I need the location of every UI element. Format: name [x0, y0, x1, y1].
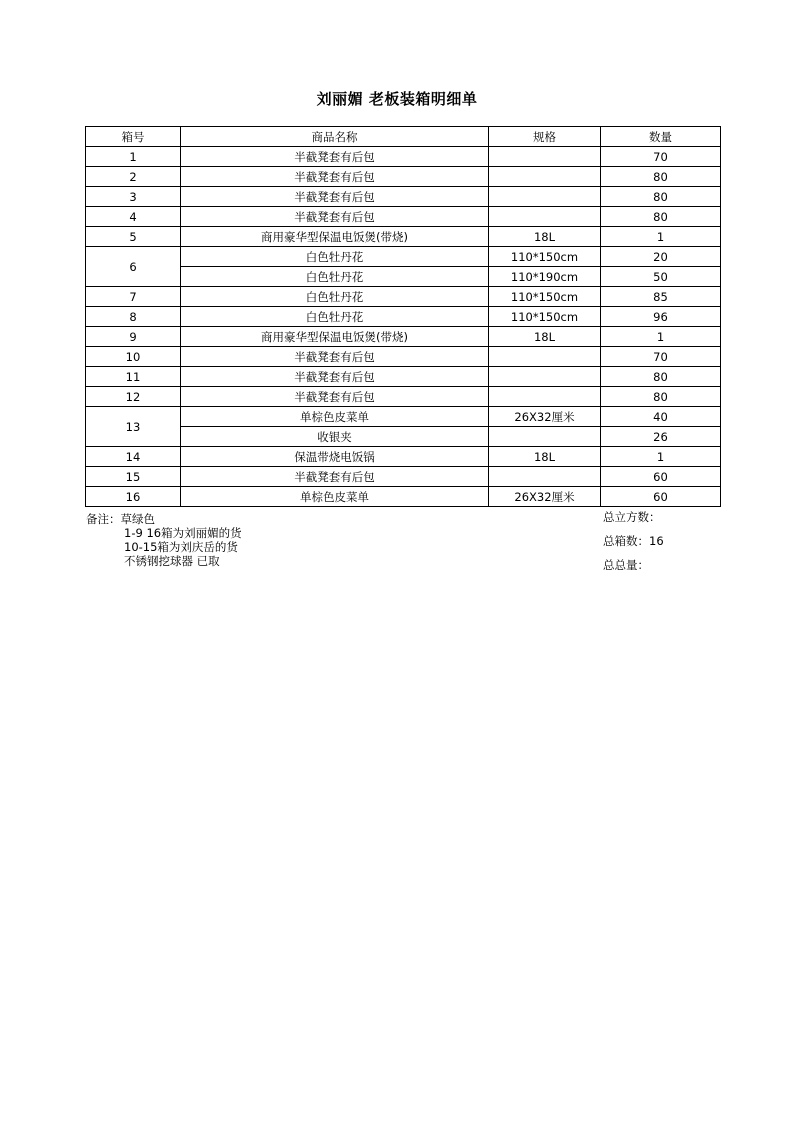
- cell-product-name: 白色牡丹花: [181, 247, 489, 267]
- cell-quantity: 20: [601, 247, 721, 267]
- cell-spec: 110*150cm: [489, 247, 601, 267]
- cell-spec: 18L: [489, 327, 601, 347]
- cell-spec: [489, 387, 601, 407]
- cell-quantity: 1: [601, 227, 721, 247]
- cell-box-number: 10: [86, 347, 181, 367]
- header-box-number: 箱号: [86, 127, 181, 147]
- table-header-row: [86, 127, 721, 147]
- cell-box-number: 7: [86, 287, 181, 307]
- cell-spec: 110*190cm: [489, 267, 601, 287]
- table-row: [86, 307, 721, 327]
- table-row: [86, 387, 721, 407]
- table-row: [86, 287, 721, 307]
- cell-box-number: 11: [86, 367, 181, 387]
- cell-box-number: 5: [86, 227, 181, 247]
- cell-spec: [489, 207, 601, 227]
- cell-product-name: 白色牡丹花: [181, 307, 489, 327]
- table-body: [86, 147, 721, 507]
- cell-spec: 110*150cm: [489, 287, 601, 307]
- cell-product-name: 白色牡丹花: [181, 267, 489, 287]
- cell-box-number: 3: [86, 187, 181, 207]
- cell-box-number: 1: [86, 147, 181, 167]
- cell-product-name: 单棕色皮菜单: [181, 407, 489, 427]
- total-boxes: 总箱数：16: [603, 534, 664, 548]
- table-row: [86, 467, 721, 487]
- table-row: [86, 147, 721, 167]
- cell-quantity: 96: [601, 307, 721, 327]
- summary-block: [603, 510, 664, 582]
- cell-box-number: 2: [86, 167, 181, 187]
- table-row: [86, 447, 721, 467]
- table-row: [86, 207, 721, 227]
- cell-quantity: 60: [601, 467, 721, 487]
- cell-spec: 18L: [489, 447, 601, 467]
- remarks-line: 1-9 16箱为刘丽媚的货: [124, 526, 242, 540]
- cell-product-name: 半截凳套有后包: [181, 187, 489, 207]
- header-spec: 规格: [489, 127, 601, 147]
- cell-box-number: 12: [86, 387, 181, 407]
- cell-spec: [489, 367, 601, 387]
- cell-spec: [489, 427, 601, 447]
- cell-quantity: 70: [601, 347, 721, 367]
- cell-quantity: 1: [601, 327, 721, 347]
- total-volume: 总立方数：: [603, 510, 661, 524]
- cell-quantity: 60: [601, 487, 721, 507]
- cell-product-name: 收银夹: [181, 427, 489, 447]
- cell-box-number: 14: [86, 447, 181, 467]
- cell-product-name: 半截凳套有后包: [181, 347, 489, 367]
- cell-quantity: 26: [601, 427, 721, 447]
- cell-product-name: 商用豪华型保温电饭煲(带烧): [181, 227, 489, 247]
- document-title: 刘丽媚 老板装箱明细单: [316, 90, 478, 108]
- total-weight: 总总量：: [603, 558, 649, 572]
- table-row: [86, 227, 721, 247]
- cell-spec: 26X32厘米: [489, 407, 601, 427]
- cell-product-name: 半截凳套有后包: [181, 147, 489, 167]
- cell-box-number: 9: [86, 327, 181, 347]
- cell-product-name: 半截凳套有后包: [181, 207, 489, 227]
- cell-product-name: 商用豪华型保温电饭煲(带烧): [181, 327, 489, 347]
- remarks-label: 备注：草绿色: [86, 512, 155, 526]
- cell-product-name: 半截凳套有后包: [181, 367, 489, 387]
- cell-product-name: 半截凳套有后包: [181, 467, 489, 487]
- cell-spec: 18L: [489, 227, 601, 247]
- cell-quantity: 80: [601, 207, 721, 227]
- header-quantity: 数量: [601, 127, 721, 147]
- cell-quantity: 80: [601, 387, 721, 407]
- table-row: [86, 367, 721, 387]
- cell-spec: 110*150cm: [489, 307, 601, 327]
- cell-spec: [489, 187, 601, 207]
- cell-quantity: 80: [601, 367, 721, 387]
- cell-box-number: 15: [86, 467, 181, 487]
- cell-spec: [489, 147, 601, 167]
- cell-spec: [489, 467, 601, 487]
- cell-quantity: 70: [601, 147, 721, 167]
- table-row: [86, 167, 721, 187]
- table-row: [86, 327, 721, 347]
- packing-table: [85, 126, 721, 507]
- cell-box-number: 4: [86, 207, 181, 227]
- cell-box-number: 6: [86, 247, 181, 287]
- cell-quantity: 50: [601, 267, 721, 287]
- cell-product-name: 单棕色皮菜单: [181, 487, 489, 507]
- cell-spec: [489, 347, 601, 367]
- remarks-line: 不锈钢挖球器 已取: [124, 554, 220, 568]
- table-row: [86, 347, 721, 367]
- header-product-name: 商品名称: [181, 127, 489, 147]
- cell-box-number: 8: [86, 307, 181, 327]
- cell-quantity: 80: [601, 167, 721, 187]
- cell-box-number: 16: [86, 487, 181, 507]
- table-row: [86, 407, 721, 427]
- table-row: [86, 187, 721, 207]
- table-row: [86, 247, 721, 267]
- cell-product-name: 白色牡丹花: [181, 287, 489, 307]
- cell-quantity: 85: [601, 287, 721, 307]
- cell-spec: [489, 167, 601, 187]
- cell-product-name: 半截凳套有后包: [181, 387, 489, 407]
- cell-product-name: 半截凳套有后包: [181, 167, 489, 187]
- table-row: [86, 427, 721, 447]
- table-row: [86, 487, 721, 507]
- cell-quantity: 1: [601, 447, 721, 467]
- table-row: [86, 267, 721, 287]
- remarks-block: [86, 512, 242, 568]
- cell-quantity: 40: [601, 407, 721, 427]
- cell-quantity: 80: [601, 187, 721, 207]
- cell-box-number: 13: [86, 407, 181, 447]
- remarks-line: 10-15箱为刘庆岳的货: [124, 540, 238, 554]
- cell-product-name: 保温带烧电饭锅: [181, 447, 489, 467]
- cell-spec: 26X32厘米: [489, 487, 601, 507]
